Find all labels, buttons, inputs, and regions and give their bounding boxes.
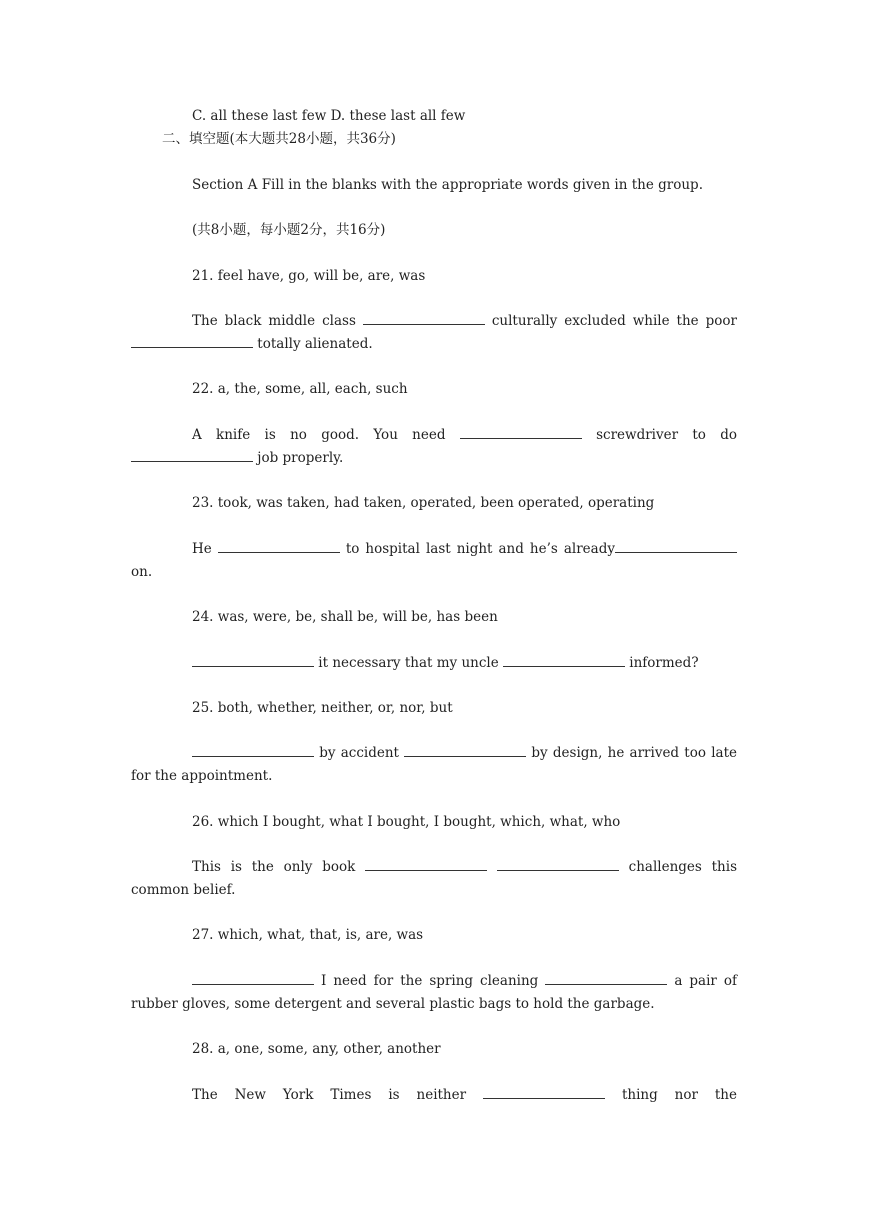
answer-blank[interactable]: [218, 539, 340, 553]
question-23-sentence: [131, 538, 737, 584]
sentence-text: [487, 859, 497, 875]
previous-question-options: C. all these last few D. these last all few: [192, 108, 466, 124]
question-27-options: 27. which, what, that, is, are, was: [192, 927, 424, 943]
sentence-text: a pair of rubber gloves, some detergent and several plastic bags to hold the garbage.: [131, 973, 737, 1012]
answer-blank[interactable]: [497, 857, 619, 871]
answer-blank[interactable]: [192, 971, 314, 985]
question-22-options: 22. a, the, some, all, each, such: [192, 381, 408, 397]
sentence-text: screwdriver to do: [581, 427, 737, 443]
answer-blank[interactable]: [363, 311, 485, 325]
section-a-instruction: Section A Fill in the blanks with the appropriate words given in the group.: [192, 177, 703, 193]
answer-blank[interactable]: [460, 425, 582, 439]
sentence-text: by accident: [314, 745, 405, 761]
sentence-text: to hospital last night and he’s already: [339, 541, 615, 557]
sentence-text: The New York Times is neither: [192, 1087, 484, 1103]
question-21-options: 21. feel have, go, will be, are, was: [192, 268, 426, 284]
sentence-text: A knife is no good. You need: [192, 427, 460, 443]
answer-blank[interactable]: [404, 743, 526, 757]
sentence-text: This is the only book: [192, 859, 366, 875]
answer-blank[interactable]: [192, 743, 314, 757]
sentence-text: it necessary that my uncle: [314, 655, 503, 671]
answer-blank[interactable]: [615, 539, 737, 553]
question-22-sentence: [131, 424, 737, 470]
question-26-options: 26. which I bought, what I bought, I bought, which, what, who: [192, 814, 621, 830]
question-28-options: 28. a, one, some, any, other, another: [192, 1041, 441, 1057]
sentence-text: I need for the spring cleaning: [314, 973, 546, 989]
question-27-sentence: [131, 970, 737, 1016]
sentence-text: The black middle class: [192, 313, 363, 329]
answer-blank[interactable]: [483, 1085, 605, 1099]
sentence-text: job properly.: [253, 450, 344, 466]
sentence-text: totally alienated.: [253, 336, 373, 352]
answer-blank[interactable]: [503, 653, 625, 667]
question-26-sentence: [131, 856, 737, 902]
section-a-scoring-note: (共8小题，每小题2分，共16分): [192, 222, 386, 238]
answer-blank[interactable]: [365, 857, 487, 871]
answer-blank[interactable]: [192, 653, 314, 667]
question-28-sentence: [131, 1084, 737, 1107]
answer-blank[interactable]: [545, 971, 667, 985]
question-23-options: 23. took, was taken, had taken, operated, been operated, operating: [192, 495, 655, 511]
sentence-text: He: [192, 541, 218, 557]
sentence-text: thing nor the: [605, 1087, 737, 1103]
question-24-sentence: [131, 652, 737, 675]
answer-blank[interactable]: [131, 448, 253, 462]
sentence-text: informed?: [625, 655, 699, 671]
answer-blank[interactable]: [131, 334, 253, 348]
question-24-options: 24. was, were, be, shall be, will be, has been: [192, 609, 498, 625]
question-25-sentence: [131, 742, 737, 788]
question-25-options: 25. both, whether, neither, or, nor, but: [192, 700, 453, 716]
sentence-text: challenges this common belief.: [131, 859, 737, 898]
sentence-text: by design, he arrived too late for the appointment.: [131, 745, 737, 784]
sentence-text: on.: [131, 564, 153, 580]
sentence-text: culturally excluded while the poor: [484, 313, 737, 329]
section-title: 二、填空题(本大题共28小题，共36分): [162, 131, 396, 147]
question-21-sentence: [131, 310, 737, 356]
